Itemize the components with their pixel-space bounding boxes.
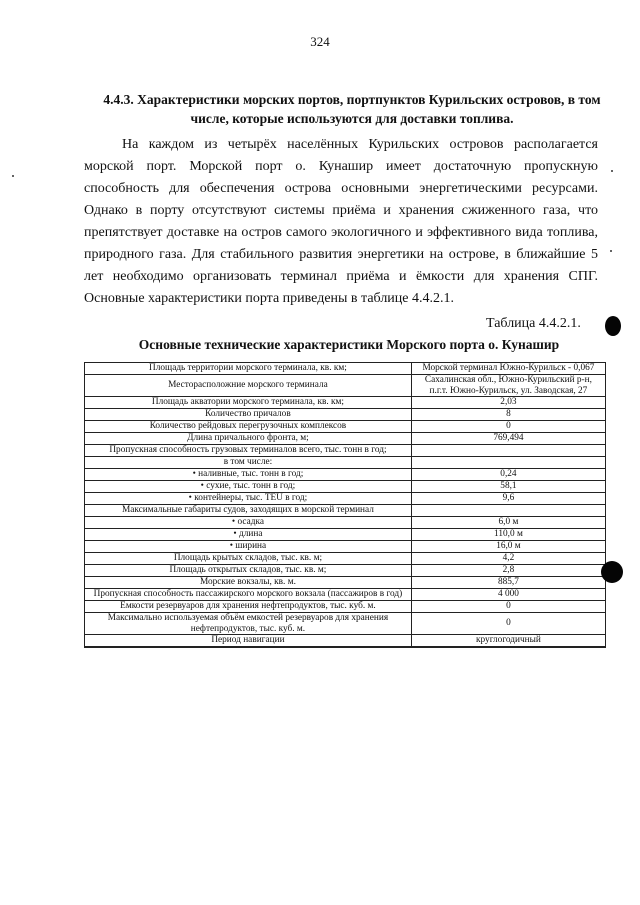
scan-speck [611,170,613,172]
table-row [85,577,606,589]
table-row [85,529,606,541]
table-caption: Таблица 4.4.2.1. [486,316,581,331]
row-label: Длина причального фронта, м; [85,433,412,445]
row-value: 4 000 [411,589,605,601]
row-label: Количество рейдовых перегрузочных комплексов [85,421,412,433]
row-value: 0 [411,601,605,613]
table-row [85,433,606,445]
table-row [85,613,606,635]
row-value [411,505,605,517]
table-row [85,363,606,375]
row-label: Емкости резервуаров для хранения нефтепродуктов, тыс. куб. м. [85,601,412,613]
row-value: 4,2 [411,553,605,565]
table-title: Основные технические характеристики Морского порта о. Кунашир [138,337,560,352]
row-label: в том числе: [85,457,412,469]
row-value [411,445,605,457]
ink-blot-mark [601,561,623,583]
row-value: Сахалинская обл., Южно-Курильский р-н, п.г.т. Южно-Курильск, ул. Заводская, 27 [411,375,605,397]
row-value: 769,494 [411,433,605,445]
table-row [85,397,606,409]
row-label: Площадь открытых складов, тыс. кв. м; [85,565,412,577]
table-row [85,457,606,469]
scan-speck [12,175,14,177]
row-label: • ширина [85,541,412,553]
row-label: • контейнеры, тыс. TEU в год; [85,493,412,505]
port-characteristics-table [84,362,606,648]
row-value: 9,6 [411,493,605,505]
row-label: Пропускная способность грузовых терминалов всего, тыс. тонн в год; [85,445,412,457]
table-row [85,565,606,577]
row-label: • сухие, тыс. тонн в год; [85,481,412,493]
row-label: Количество причалов [85,409,412,421]
table-body [85,363,606,648]
row-label: Площадь акватории морского терминала, кв. км; [85,397,412,409]
row-value: круглогодичный [411,635,605,648]
row-value: 58,1 [411,481,605,493]
row-label: • длина [85,529,412,541]
row-value: 885,7 [411,577,605,589]
table-row [85,421,606,433]
row-label: Период навигации [85,635,412,648]
table-row [85,635,606,648]
row-value: 2,03 [411,397,605,409]
row-value: Морской терминал Южно-Курильск - 0,067 [411,363,605,375]
table-row [85,375,606,397]
row-label: Максимальные габариты судов, заходящих в морской терминал [85,505,412,517]
row-label: • осадка [85,517,412,529]
row-value: 0,24 [411,469,605,481]
table-row [85,445,606,457]
table-row [85,601,606,613]
row-label: Морские вокзалы, кв. м. [85,577,412,589]
table-row [85,553,606,565]
row-label: • наливные, тыс. тонн в год; [85,469,412,481]
row-label: Месторасположние морского терминала [85,375,412,397]
table-row [85,469,606,481]
ink-blot-mark [605,316,621,336]
page-number: 324 [310,34,330,49]
table-row [85,517,606,529]
row-label: Площадь крытых складов, тыс. кв. м; [85,553,412,565]
table-row [85,409,606,421]
row-value: 0 [411,613,605,635]
row-value [411,457,605,469]
section-heading: 4.4.3. Характеристики морских портов, портпунктов Курильских островов, в том числе, которые используются для доставки топлива. [103,92,601,126]
body-paragraph: На каждом из четырёх населённых Курильских островов располагается морской порт. Морской порт о. Кунашир имеет достаточную пропускную способность для обеспечения острова основными энергетическими ресурсами. Однако в порту отсутствуют системы приёма и хранения сжиженного газа, что препятствует доставке на остров самого экологичного и эффективного вида топлива, природного газа. Для стабильного развития энергетики на острове, в ближайшие 5 лет необходимо организовать терминал приёма и ёмкости для хранения СПГ. Основные характеристики порта приведены в таблице 4.4.2.1. [84,137,598,306]
table-row [85,589,606,601]
row-value: 6,0 м [411,517,605,529]
row-label: Площадь территории морского терминала, кв. км; [85,363,412,375]
table-row [85,541,606,553]
row-label: Максимально используемая объём емкостей резервуаров для хранения нефтепродуктов, тыс. куб. м. [85,613,412,635]
table-row [85,505,606,517]
row-value: 0 [411,421,605,433]
row-label: Пропускная способность пассажирского морского вокзала (пассажиров в год) [85,589,412,601]
row-value: 110,0 м [411,529,605,541]
row-value: 16,0 м [411,541,605,553]
row-value: 2,8 [411,565,605,577]
table-row [85,481,606,493]
scan-speck [610,250,612,252]
row-value: 8 [411,409,605,421]
table-row [85,493,606,505]
